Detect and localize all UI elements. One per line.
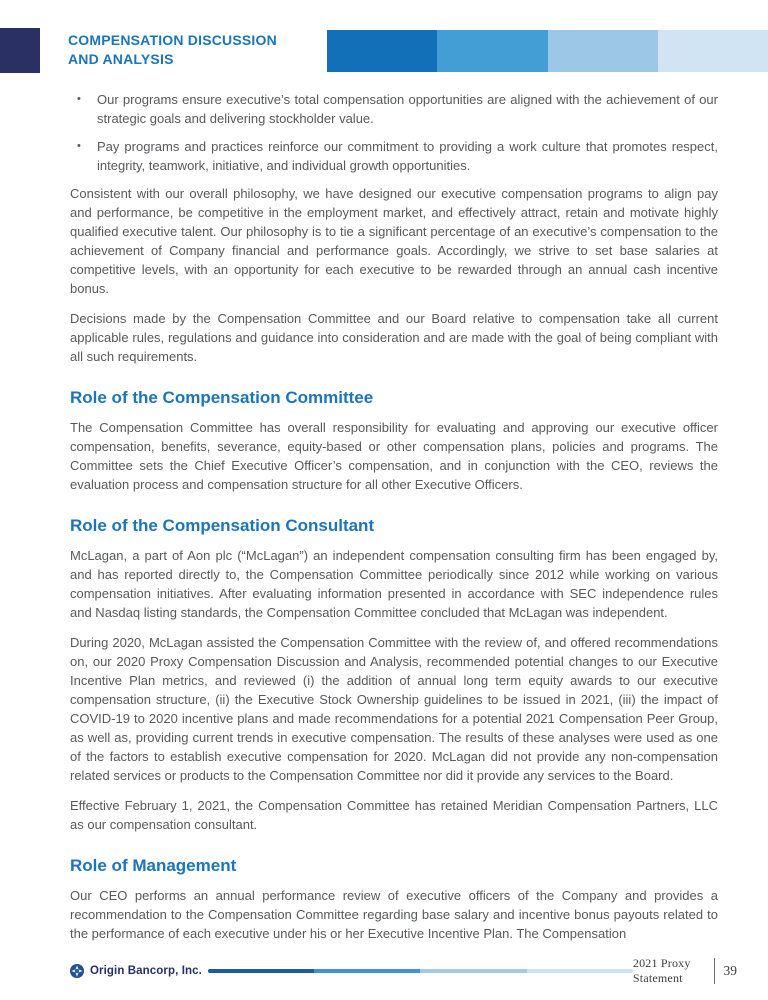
header-bar-segment-2 xyxy=(437,30,547,72)
paragraph: McLagan, a part of Aon plc (“McLagan”) an independent compensation consulting firm has been engaged by, and has reported directly to, the Compensation Committee periodically since 2012 while working on various compensation initiatives. After evaluating information presented in accordance with SEC independence rules and Nasdaq listing standards, the Compensation Committee concluded that McLagan was independent. xyxy=(70,548,718,620)
paragraph: Effective February 1, 2021, the Compensation Committee has retained Meridian Compensation Partners, LLC as our compensation consultant. xyxy=(70,798,718,832)
header-bar-segment-1 xyxy=(327,30,437,72)
footer-bar-segment-3 xyxy=(420,969,526,973)
section-heading-compensation-consultant: Role of the Compensation Consultant xyxy=(70,516,375,535)
footer-company-name: Origin Bancorp, Inc. xyxy=(90,965,202,977)
page-header xyxy=(0,28,768,73)
header-gradient-bar xyxy=(327,30,768,72)
paragraph: Our CEO performs an annual performance review of executive officers of the Company and provides a recommendation to the Compensation Committee regarding base salary and incentive bonus payouts related to the performance of each executive under his or her Executive Incentive Plan. The Compensation xyxy=(70,888,718,941)
footer-document-label: 2021 Proxy Statement xyxy=(632,956,691,985)
paragraph: During 2020, McLagan assisted the Compensation Committee with the review of, and offered recommendations on, our 2020 Proxy Compensation Discussion and Analysis, recommended potential changes to our Executive Incentive Plan metrics, and reviewed (i) the addition of annual long term equity awards to our executive compensation structure, (ii) the Executive Stock Ownership guidelines to be issued in 2021, (iii) the impact of COVID-19 to 2020 incentive plans and made recommendations for a potential 2021 Compensation Peer Group, as well as, providing current trends in executive compensation. The results of these analyses were used as one of the factors to establish executive compensation for 2020. McLagan did not provide any non-compensation related services or products to the Compensation Committee nor did it provide any services to the Board. xyxy=(70,635,718,783)
page-title xyxy=(68,31,328,69)
page-title-line1: COMPENSATION DISCUSSION xyxy=(68,32,277,48)
footer-bar-segment-4 xyxy=(527,969,633,973)
list-item xyxy=(70,137,718,175)
list-item xyxy=(70,90,718,128)
footer-right-group xyxy=(633,956,737,986)
footer-bar-segment-1 xyxy=(208,969,314,973)
section-heading-role-of-management: Role of Management xyxy=(70,856,237,875)
bullet-dot: • xyxy=(77,93,81,105)
page-footer xyxy=(70,956,737,986)
footer-gradient-bar xyxy=(208,969,633,973)
header-navy-block xyxy=(0,28,40,73)
header-bar-segment-3 xyxy=(548,30,658,72)
paragraph: Consistent with our overall philosophy, we have designed our executive compensation programs to align pay and performance, be competitive in the employment market, and effectively attract, retain and motivate highly qualified executive talent. Our philosophy is to tie a significant percentage of an executive’s compensation to the achievement of Company financial and performance goals. Accordingly, we strive to set base salaries at competitive levels, with an opportunity for each executive to be rewarded through an annual cash incentive bonus. xyxy=(70,186,718,296)
paragraph: The Compensation Committee has overall responsibility for evaluating and approving our executive officer compensation, benefits, severance, equity-based or other compensation plans, policies and programs. The Committee sets the Chief Executive Officer’s compensation, and in conjunction with the CEO, reviews the evaluation process and compensation structure for all other Executive Officers. xyxy=(70,420,718,492)
origin-bancorp-logo-icon xyxy=(70,964,84,978)
page-number: 39 xyxy=(723,963,737,978)
bullet-dot: • xyxy=(77,140,81,152)
paragraph: Decisions made by the Compensation Committee and our Board relative to compensation take all current applicable rules, regulations and guidance into consideration and are made with the goal of being compliant with all such requirements. xyxy=(70,311,718,364)
footer-divider xyxy=(714,958,715,984)
bullet-text: Pay programs and practices reinforce our commitment to providing a work culture that promotes respect, integrity, teamwork, initiative, and individual growth opportunities. xyxy=(97,139,718,173)
header-bar-segment-4 xyxy=(658,30,768,72)
section-heading-compensation-committee: Role of the Compensation Committee xyxy=(70,388,374,407)
footer-bar-segment-2 xyxy=(314,969,420,973)
bullet-text: Our programs ensure executive’s total compensation opportunities are aligned with the achievement of our strategic goals and delivering stockholder value. xyxy=(97,92,718,126)
page-title-line2: AND ANALYSIS xyxy=(68,51,174,67)
bullet-list xyxy=(70,90,718,175)
body-content xyxy=(70,90,718,954)
